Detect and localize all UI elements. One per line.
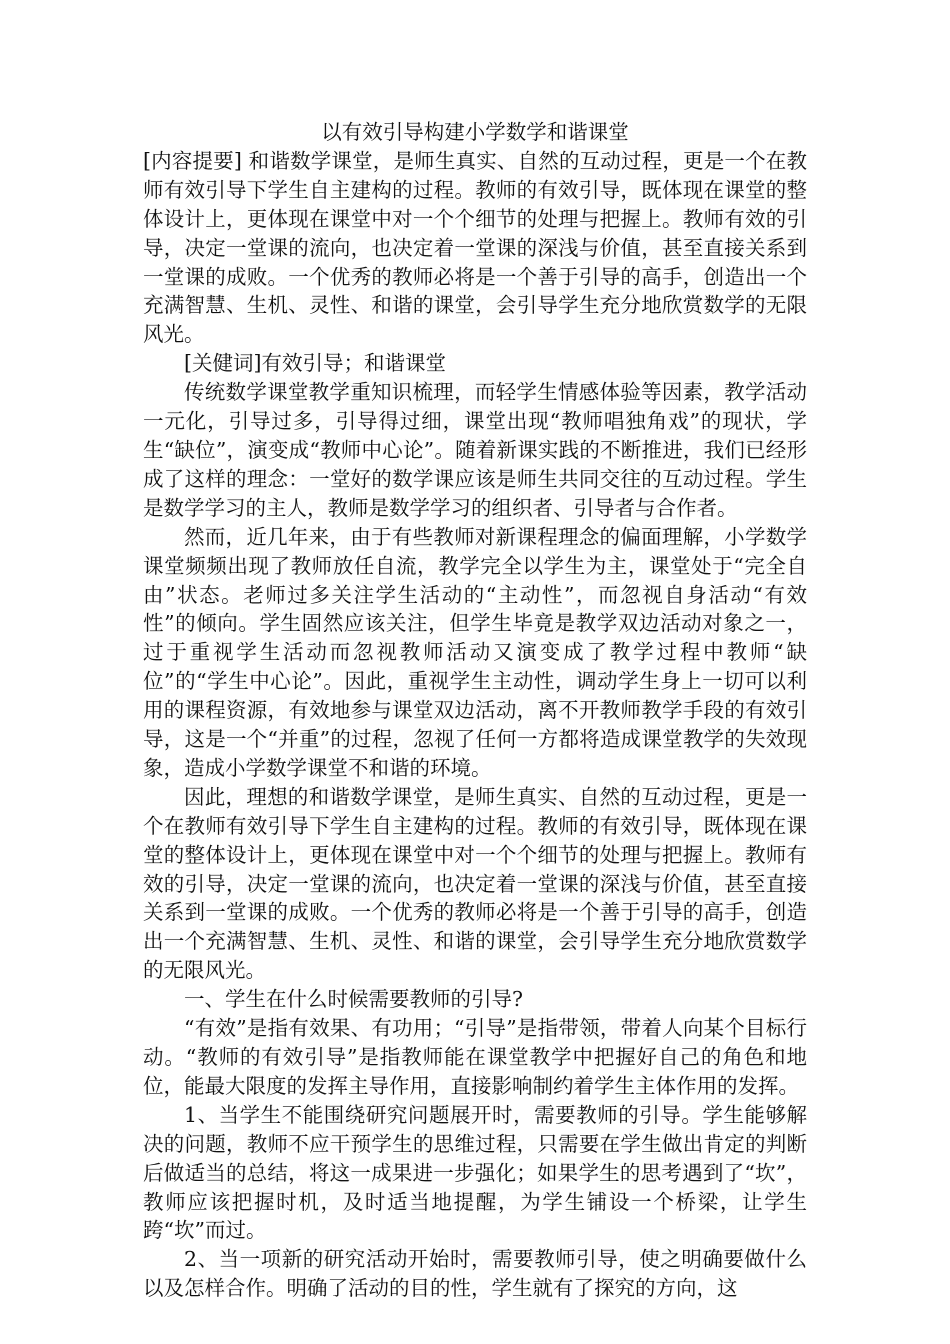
body-paragraph: 然而，近几年来，由于有些教师对新课程理念的偏面理解，小学数学课堂频频出现了教师放任自流，教学完全以学生为主，课堂处于“完全自由”状态。老师过多关注学生活动的“主动性”，而忽视自身活动“有效性”的倾向。学生固然应该关注，但学生毕竟是教学双边活动对象之一，过于重视学生活动而忽视教师活动又演变成了教学过程中教师“缺位”的“学生中心论”。因此，重视学生主动性，调动学生身上一切可以利用的课程资源，有效地参与课堂双边活动，离不开教师教学手段的有效引导，这是一个“并重”的过程，忽视了任何一方都将造成课堂教学的失效现象，造成小学数学课堂不和谐的环境。	[143, 524, 807, 780]
body-paragraph: 2、当一项新的研究活动开始时，需要教师引导，使之明确要做什么以及怎样合作。明确了活动的目的性，学生就有了探究的方向，这	[143, 1247, 807, 1301]
body-paragraph: “有效”是指有效果、有功用；“引导”是指带领，带着人向某个目标行动。“教师的有效引导”是指教师能在课堂教学中把握好自己的角色和地位，能最大限度的发挥主导作用，直接影响制约着学生主体作用的发挥。	[143, 1016, 807, 1098]
section-heading: 一、学生在什么时候需要教师的引导?	[184, 987, 523, 1012]
abstract-paragraph: [内容提要] 和谐数学课堂，是师生真实、自然的互动过程，更是一个在教师有效引导下学生自主建构的过程。教师的有效引导，既体现在课堂的整体设计上，更体现在课堂中对一个个细节的处理与把握上。教师有效的引导，决定一堂课的流向，也决定着一堂课的深浅与价值，甚至直接关系到一堂课的成败。一个优秀的教师必将是一个善于引导的高手，创造出一个充满智慧、生机、灵性、和谐的课堂，会引导学生充分地欣赏数学的无限风光。	[143, 148, 807, 347]
keywords-paragraph: [关健词]有效引导；和谐课堂	[184, 351, 446, 376]
document-title: 以有效引导构建小学数学和谐课堂	[321, 120, 629, 144]
body-paragraph: 传统数学课堂教学重知识梳理，而轻学生情感体验等因素，教学活动一元化，引导过多，引导得过细，课堂出现“教师唱独角戏”的现状，学生“缺位”，演变成“教师中心论”。随着新课实践的不断推进，我们已经形成了这样的理念：一堂好的数学课应该是师生共同交往的互动过程。学生是数学学习的主人，教师是数学学习的组织者、引导者与合作者。	[143, 380, 807, 520]
document-page	[143, 118, 807, 1303]
body-paragraph: 1、当学生不能围绕研究问题展开时，需要教师的引导。学生能够解决的问题，教师不应干预学生的思维过程，只需要在学生做出肯定的判断后做适当的总结，将这一成果进一步强化；如果学生的思考遇到了“坎”，教师应该把握时机，及时适当地提醒，为学生铺设一个桥梁，让学生跨“坎”而过。	[143, 1102, 807, 1243]
body-paragraph: 因此，理想的和谐数学课堂，是师生真实、自然的互动过程，更是一个在教师有效引导下学生自主建构的过程。教师的有效引导，既体现在课堂的整体设计上，更体现在课堂中对一个个细节的处理与把握上。教师有效的引导，决定一堂课的流向，也决定着一堂课的深浅与价值，甚至直接关系到一堂课的成败。一个优秀的教师必将是一个善于引导的高手，创造出一个充满智慧、生机、灵性、和谐的课堂，会引导学生充分地欣赏数学的无限风光。	[143, 784, 807, 983]
